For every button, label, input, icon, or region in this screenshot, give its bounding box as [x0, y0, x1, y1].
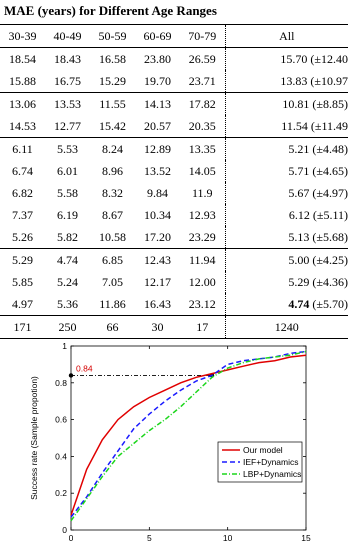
table-cell: 6.01	[57, 163, 78, 178]
table-cell: 8.24	[90, 138, 135, 161]
legend-label: LBP+Dynamics	[243, 469, 302, 479]
table-cell-all	[225, 182, 348, 204]
all-value: 15.70	[280, 51, 308, 66]
count-cell: 1240	[225, 316, 348, 339]
table-row	[0, 293, 348, 316]
table-cell: 5.82	[57, 229, 78, 244]
table-header-row	[0, 25, 348, 48]
table-cell: 9.84	[147, 185, 168, 200]
table-cell: 6.11	[0, 138, 45, 161]
table-cell: 8.32	[102, 185, 123, 200]
annotation-label: 0.84	[76, 363, 93, 374]
all-value: 6.12	[288, 207, 310, 222]
all-std: (±4.36)	[309, 274, 348, 289]
table-cell: 26.59	[188, 51, 216, 66]
table-cell: 19.70	[144, 73, 171, 88]
table-cell: 7.37	[12, 207, 33, 222]
table-cell: 15.42	[99, 118, 126, 133]
x-tick-label: 10	[222, 533, 233, 543]
table-row	[0, 182, 348, 204]
all-value: 5.00	[288, 252, 310, 267]
all-std: (±11.49	[307, 118, 348, 133]
table-cell: 23.71	[188, 73, 216, 88]
header-cell: 30-39	[0, 25, 45, 48]
table-cell-all	[225, 249, 348, 272]
all-value: 13.83	[280, 73, 308, 88]
table-cell-all	[225, 48, 348, 71]
all-std: (±5.11)	[309, 207, 348, 222]
table-cell: 18.54	[9, 51, 36, 66]
all-std: (±12.40	[307, 51, 348, 66]
table-row	[0, 204, 348, 226]
table-cell-all	[225, 93, 348, 116]
all-value: 4.74	[288, 296, 310, 311]
all-std: (±10.97	[307, 73, 348, 88]
all-value: 5.21	[288, 141, 310, 156]
table-title: MAE (years) for Different Age Ranges	[4, 3, 217, 18]
x-tick-label: 5	[146, 533, 152, 543]
table-body	[0, 48, 348, 339]
table-cell: 8.96	[102, 163, 123, 178]
all-std: (±4.25)	[309, 252, 348, 267]
table-cell: 17.20	[144, 229, 171, 244]
x-tick-label: 0	[68, 533, 74, 543]
table-cell: 18.43	[54, 51, 81, 66]
table-row	[0, 226, 348, 249]
count-cell: 17	[180, 316, 225, 339]
all-value: 10.81	[282, 96, 310, 111]
header-cell-all: All	[225, 25, 348, 48]
table-cell: 6.82	[12, 185, 33, 200]
table-row	[0, 271, 348, 293]
table-row	[0, 138, 348, 161]
all-std: (±4.97)	[309, 185, 348, 200]
all-value: 11.54	[281, 118, 308, 133]
all-std: (±5.70)	[309, 296, 348, 311]
table-cell: 5.85	[12, 274, 33, 289]
table-cell: 6.74	[12, 163, 33, 178]
x-tick-label: 15	[301, 533, 311, 543]
table-cell: 12.89	[135, 138, 180, 161]
y-axis-label: Success rate (Sample propotion)	[29, 376, 39, 500]
table-cell: 6.19	[57, 207, 78, 222]
all-value: 5.67	[288, 185, 310, 200]
table-cell: 17.82	[180, 93, 225, 116]
header-cell: 50-59	[90, 25, 135, 48]
table-cell: 12.17	[144, 274, 171, 289]
table-cell-all	[225, 204, 348, 226]
y-tick-label: 0.6	[55, 414, 67, 425]
header-cell: 40-49	[45, 25, 90, 48]
table-cell: 14.13	[135, 93, 180, 116]
table-cell: 11.94	[180, 249, 225, 272]
table-cell: 4.97	[12, 296, 33, 311]
table-cell: 16.58	[99, 51, 126, 66]
table-cell: 8.67	[102, 207, 123, 222]
table-cell: 11.55	[90, 93, 135, 116]
table-cell: 12.43	[135, 249, 180, 272]
y-tick-label: 0.2	[55, 488, 67, 499]
table-cell: 23.80	[144, 51, 171, 66]
table-row	[0, 48, 348, 71]
table-cell: 13.06	[0, 93, 45, 116]
table-cell: 5.26	[12, 229, 33, 244]
legend-label: Our model	[243, 445, 283, 455]
table-cell: 20.57	[144, 118, 171, 133]
table-cell: 5.24	[57, 274, 78, 289]
table-cell: 10.34	[144, 207, 171, 222]
all-value: 5.13	[288, 229, 310, 244]
table-cell: 23.29	[188, 229, 216, 244]
table-cell: 13.53	[45, 93, 90, 116]
table-cell-all	[225, 138, 348, 161]
annotation-marker-start	[69, 373, 73, 377]
y-tick-label: 0.8	[55, 377, 67, 388]
table-row	[0, 160, 348, 182]
table-cell: 15.29	[99, 73, 126, 88]
count-cell: 171	[0, 316, 45, 339]
table-cell: 12.93	[188, 207, 216, 222]
table-cell: 14.05	[188, 163, 216, 178]
header-cell: 70-79	[180, 25, 225, 48]
table-row	[0, 93, 348, 116]
table-cell: 7.05	[102, 274, 123, 289]
y-tick-label: 0.4	[55, 451, 67, 462]
table-cell: 16.43	[144, 296, 171, 311]
table-cell: 11.86	[99, 296, 126, 311]
table-cell: 6.85	[90, 249, 135, 272]
count-cell: 250	[45, 316, 90, 339]
table-cell: 13.52	[144, 163, 171, 178]
table-cell: 16.75	[54, 73, 81, 88]
mae-table	[0, 24, 348, 339]
table-row	[0, 249, 348, 272]
table-row	[0, 70, 348, 93]
count-cell: 30	[135, 316, 180, 339]
table-cell: 5.53	[45, 138, 90, 161]
table-cell: 23.12	[188, 296, 216, 311]
table-cell: 14.53	[9, 118, 36, 133]
plot-frame	[71, 346, 306, 530]
table-cell-all	[225, 70, 348, 93]
table-cell: 5.29	[0, 249, 45, 272]
table-cell: 10.58	[99, 229, 126, 244]
count-cell: 66	[90, 316, 135, 339]
header-cell: 60-69	[135, 25, 180, 48]
all-value: 5.29	[288, 274, 310, 289]
table-cell-all	[225, 293, 348, 316]
all-std: (±5.68)	[309, 229, 348, 244]
table-cell: 12.77	[54, 118, 81, 133]
table-cell: 20.35	[188, 118, 216, 133]
success-rate-chart	[0, 330, 348, 544]
table-cell-all	[225, 160, 348, 182]
table-cell: 13.35	[180, 138, 225, 161]
y-tick-label: 0	[62, 525, 67, 535]
legend-label: IEF+Dynamics	[243, 457, 299, 467]
table-cell-all	[225, 271, 348, 293]
all-std: (±4.48)	[309, 141, 348, 156]
all-value: 5.71	[288, 163, 310, 178]
table-cell: 5.36	[57, 296, 78, 311]
table-cell: 11.9	[191, 185, 213, 200]
table-cell: 4.74	[45, 249, 90, 272]
y-tick-label: 1	[62, 341, 67, 351]
table-cell: 12.00	[188, 274, 216, 289]
table-row	[0, 115, 348, 138]
all-std: (±4.65)	[309, 163, 348, 178]
table-cell-all	[225, 226, 348, 249]
table-cell-all	[225, 115, 348, 138]
table-cell: 5.58	[57, 185, 78, 200]
all-std: (±8.85)	[309, 96, 348, 111]
table-cell: 15.88	[9, 73, 36, 88]
